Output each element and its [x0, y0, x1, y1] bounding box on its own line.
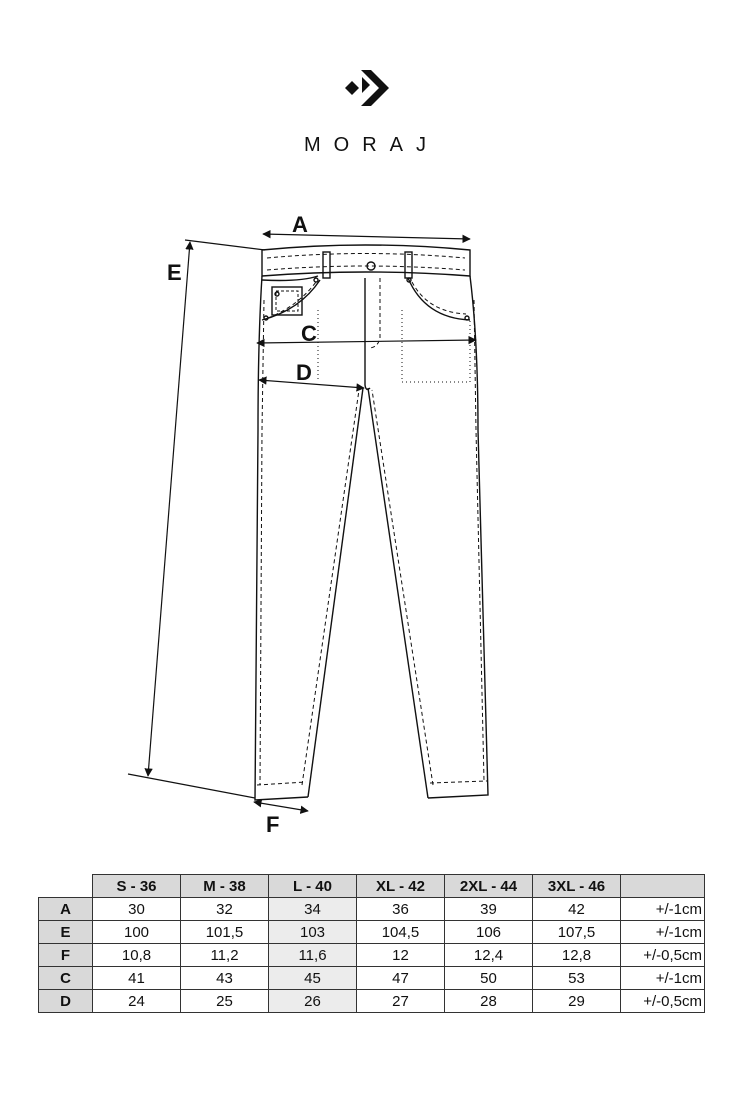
table-cell: 30 [93, 898, 181, 921]
tolerance-cell: +/-1cm [621, 898, 705, 921]
table-corner [39, 875, 93, 898]
table-cell: 27 [357, 990, 445, 1013]
table-cell: 39 [445, 898, 533, 921]
table-cell: 106 [445, 921, 533, 944]
size-header: L - 40 [269, 875, 357, 898]
table-cell: 36 [357, 898, 445, 921]
table-cell: 11,6 [269, 944, 357, 967]
table-cell: 26 [269, 990, 357, 1013]
tolerance-cell: +/-0,5cm [621, 990, 705, 1013]
row-label: D [39, 990, 93, 1013]
size-header: S - 36 [93, 875, 181, 898]
table-row [39, 944, 705, 967]
size-header: 2XL - 44 [445, 875, 533, 898]
size-table [38, 874, 705, 1013]
tolerance-cell: +/-1cm [621, 967, 705, 990]
table-cell: 53 [533, 967, 621, 990]
label-c: C [301, 321, 317, 346]
table-cell: 104,5 [357, 921, 445, 944]
table-cell: 10,8 [93, 944, 181, 967]
label-d: D [296, 360, 312, 385]
table-cell: 32 [181, 898, 269, 921]
table-header-row [39, 875, 705, 898]
table-cell: 29 [533, 990, 621, 1013]
chevron-arrow-logo-icon [335, 62, 395, 112]
table-cell: 100 [93, 921, 181, 944]
table-cell: 103 [269, 921, 357, 944]
table-cell: 45 [269, 967, 357, 990]
trousers-diagram [0, 200, 730, 840]
table-cell: 50 [445, 967, 533, 990]
table-cell: 11,2 [181, 944, 269, 967]
row-label: F [39, 944, 93, 967]
brand-name: MORAJ [304, 134, 439, 156]
size-header: 3XL - 46 [533, 875, 621, 898]
table-cell: 107,5 [533, 921, 621, 944]
table-cell: 12,8 [533, 944, 621, 967]
trousers-outline [255, 245, 488, 800]
table-row [39, 921, 705, 944]
label-a: A [292, 212, 308, 237]
table-cell: 42 [533, 898, 621, 921]
table-cell: 34 [269, 898, 357, 921]
label-e: E [167, 260, 182, 285]
tolerance-cell: +/-1cm [621, 921, 705, 944]
table-cell: 41 [93, 967, 181, 990]
table-cell: 25 [181, 990, 269, 1013]
size-header: M - 38 [181, 875, 269, 898]
row-label: E [39, 921, 93, 944]
table-cell: 47 [357, 967, 445, 990]
table-cell: 24 [93, 990, 181, 1013]
row-label: C [39, 967, 93, 990]
table-cell: 101,5 [181, 921, 269, 944]
table-row [39, 990, 705, 1013]
label-f: F [266, 812, 280, 837]
table-row [39, 898, 705, 921]
table-cell: 12 [357, 944, 445, 967]
table-row [39, 967, 705, 990]
tolerance-cell: +/-0,5cm [621, 944, 705, 967]
table-cell: 28 [445, 990, 533, 1013]
row-label: A [39, 898, 93, 921]
tolerance-header [621, 875, 705, 898]
size-header: XL - 42 [357, 875, 445, 898]
table-cell: 12,4 [445, 944, 533, 967]
table-cell: 43 [181, 967, 269, 990]
